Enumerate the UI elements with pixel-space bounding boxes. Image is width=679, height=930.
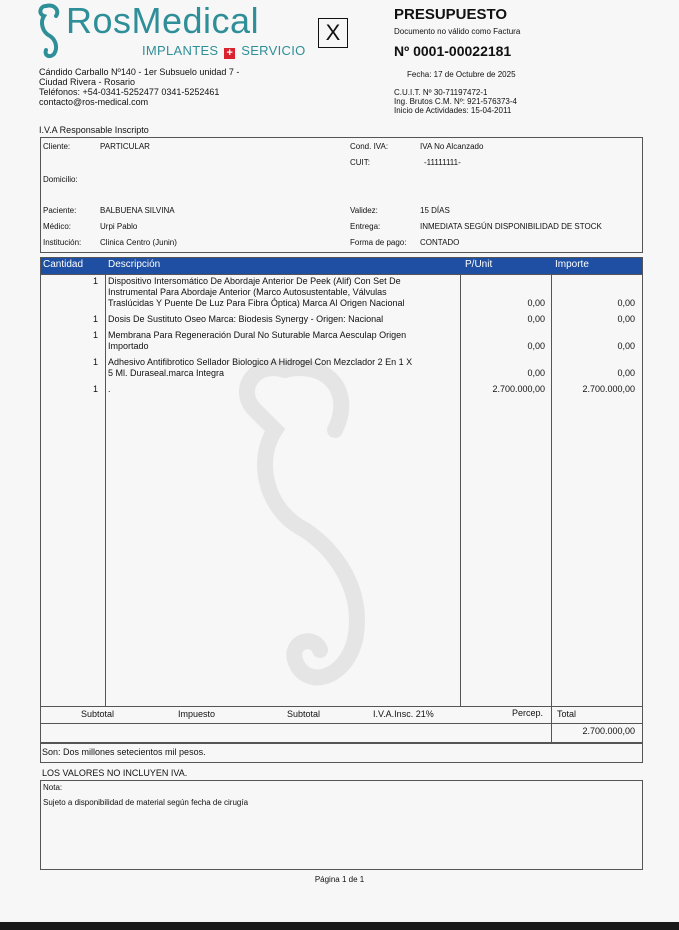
- row-unit-price: 0,00: [527, 298, 545, 308]
- paciente-value: BALBUENA SILVINA: [100, 206, 175, 215]
- row-total: 0,00: [617, 314, 635, 324]
- tagline-implantes: IMPLANTES: [142, 43, 219, 58]
- totals-box: [40, 706, 643, 743]
- address-line-1: Cándido Carballo Nº140 - 1er Subsuelo unidad 7 -: [39, 67, 240, 77]
- row-qty: 1: [92, 357, 98, 367]
- col-divider: [460, 274, 461, 706]
- totals-divider: [40, 723, 643, 724]
- row-total: 2.700.000,00: [582, 384, 635, 394]
- domicilio-label: Domicilio:: [43, 175, 78, 184]
- entrega-label: Entrega:: [350, 222, 381, 231]
- row-desc-line: Importado: [108, 341, 149, 351]
- doc-cuit: C.U.I.T. Nº 30-71197472-1: [394, 88, 488, 97]
- row-total: 0,00: [617, 368, 635, 378]
- nota-text: Sujeto a disponibilidad de material según fecha de cirugía: [43, 798, 249, 807]
- tagline-servicio: SERVICIO: [241, 43, 306, 58]
- validez-label: Validez:: [350, 206, 378, 215]
- nota-label: Nota:: [43, 783, 63, 792]
- row-desc-line: Dispositivo Intersomático De Abordaje Anterior De Peek (Alif) Con Set De: [108, 276, 401, 286]
- brand-tagline: [142, 43, 306, 59]
- seahorse-logo-icon: [36, 2, 64, 60]
- subtotal-label-1: Subtotal: [81, 709, 115, 719]
- address-line-2: Ciudad Rivera - Rosario: [39, 77, 136, 87]
- company-contact: [39, 67, 239, 107]
- row-desc-line: Membrana Para Regeneración Dural No Suturable Marca Aesculap Origen: [108, 330, 407, 340]
- doc-title: PRESUPUESTO: [394, 6, 508, 23]
- institucion-value: Clinica Centro (Junin): [100, 238, 177, 247]
- institucion-label: Institución:: [43, 238, 82, 247]
- phones: Teléfonos: +54-0341-5252477 0341-5252461: [39, 87, 220, 97]
- row-unit-price: 0,00: [527, 341, 545, 351]
- doc-number: Nº 0001-00022181: [394, 43, 512, 59]
- iva-label: I.V.A.Insc. 21%: [373, 709, 434, 719]
- doc-date: Fecha: 17 de Octubre de 2025: [407, 70, 516, 79]
- entrega-value: INMEDIATA SEGÚN DISPONIBILIDAD DE STOCK: [420, 222, 602, 231]
- client-label: Cliente:: [43, 142, 71, 151]
- subtotal-label-2: Subtotal: [287, 709, 321, 719]
- doc-start: Inicio de Actividades: 15-04-2011: [394, 106, 512, 115]
- nota-box: [40, 780, 643, 870]
- paciente-label: Paciente:: [43, 206, 77, 215]
- row-desc-line: .: [108, 384, 111, 394]
- row-unit-price: 0,00: [527, 314, 545, 324]
- col-qty-header: Cantidad: [43, 259, 84, 270]
- validez-value: 15 DÍAS: [420, 206, 450, 215]
- header-divider: [40, 274, 643, 275]
- cuit-value: -11111111-: [424, 158, 461, 167]
- brand-name: RosMedical: [66, 0, 260, 41]
- medico-value: Urpi Pablo: [100, 222, 138, 231]
- total-label: Total: [557, 709, 577, 719]
- doc-iibb: Ing. Brutos C.M. Nº: 921-576373-4: [394, 97, 517, 106]
- iva-condition: I.V.A Responsable Inscripto: [39, 125, 149, 135]
- pago-value: CONTADO: [420, 238, 460, 247]
- row-unit-price: 2.700.000,00: [492, 384, 545, 394]
- row-desc-line: Dosis De Sustituto Oseo Marca: Biodesis Synergy - Origen: Nacional: [108, 314, 384, 324]
- medical-cross-icon: +: [224, 48, 235, 59]
- pago-label: Forma de pago:: [350, 238, 407, 247]
- doc-note: Documento no válido como Factura: [394, 27, 521, 36]
- row-desc-line: Traslúcidas Y Puente De Luz Para Fibra Óptica) Marca Al Origen Nacional: [108, 298, 405, 308]
- cond-iva-label: Cond. IVA:: [350, 142, 389, 151]
- medico-label: Médico:: [43, 222, 72, 231]
- percep-label: Percep.: [512, 708, 544, 718]
- no-iva-note: LOS VALORES NO INCLUYEN IVA.: [42, 768, 188, 778]
- row-qty: 1: [92, 276, 98, 286]
- cuit-label: CUIT:: [350, 158, 370, 167]
- col-desc-header: Descripción: [108, 259, 161, 270]
- row-qty: 1: [92, 384, 98, 394]
- impuesto-label: Impuesto: [178, 709, 216, 719]
- doc-fiscal-info: [394, 88, 517, 115]
- col-divider: [551, 274, 552, 706]
- row-desc-line: 5 Ml. Duraseal.marca Integra: [108, 368, 225, 378]
- total-value: 2.700.000,00: [582, 726, 635, 736]
- col-total-header: Importe: [555, 259, 589, 270]
- cond-iva-value: IVA No Alcanzado: [420, 142, 484, 151]
- client-box: [40, 137, 643, 253]
- invoice-letter-box: X: [318, 18, 348, 48]
- client-value: PARTICULAR: [100, 142, 150, 151]
- col-divider: [105, 274, 106, 706]
- col-unit-header: P/Unit: [465, 259, 493, 270]
- row-desc-line: Adhesivo Antifibrotico Sellador Biologico A Hidrogel Con Mezclador 2 En 1 X: [108, 357, 413, 367]
- row-unit-price: 0,00: [527, 368, 545, 378]
- row-desc-line: Instrumental Para Abordaje Anterior (Marco Autosustentable, Válvulas: [108, 287, 387, 297]
- bottom-bar: [0, 922, 679, 930]
- row-total: 0,00: [617, 298, 635, 308]
- page-footer: Página 1 de 1: [314, 875, 365, 884]
- amount-in-words: Son: Dos millones setecientos mil pesos.: [42, 747, 206, 757]
- email: contacto@ros-medical.com: [39, 97, 149, 107]
- row-qty: 1: [92, 330, 98, 340]
- row-qty: 1: [92, 314, 98, 324]
- row-total: 0,00: [617, 341, 635, 351]
- totals-col-divider: [551, 706, 552, 743]
